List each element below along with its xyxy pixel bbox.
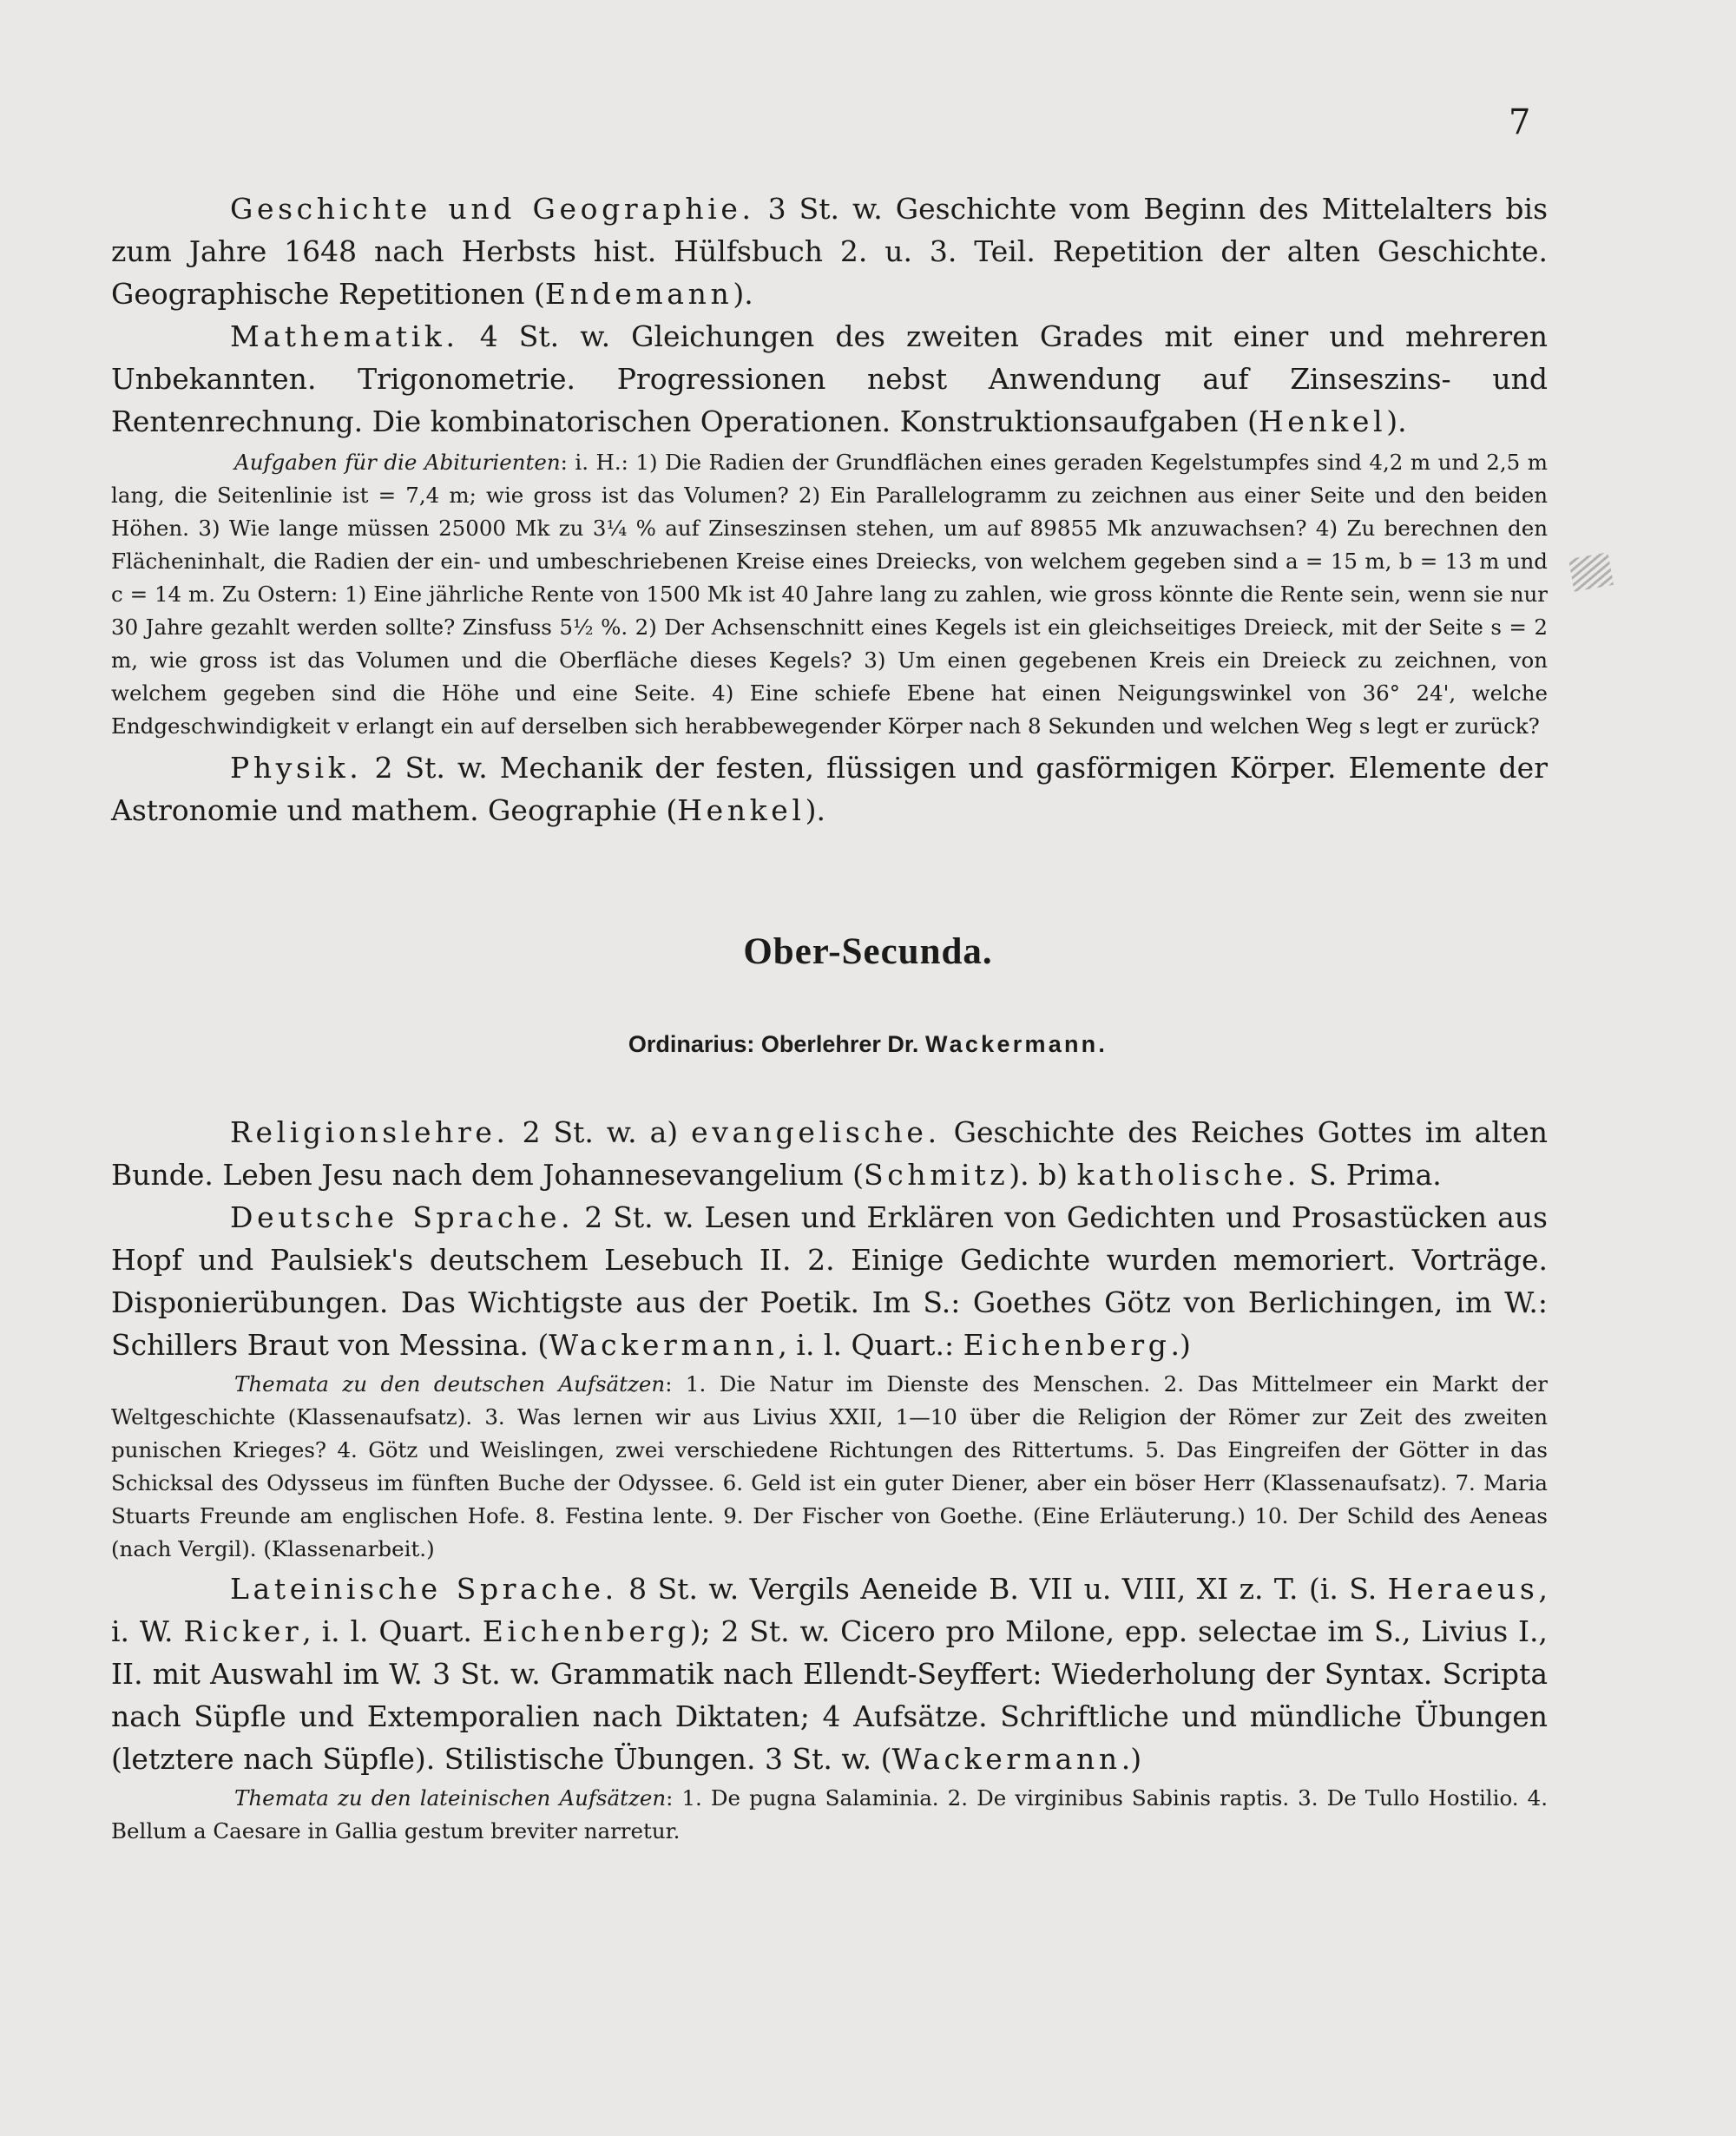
teacher-eichenberg-deutsch: Eichenberg bbox=[963, 1328, 1171, 1362]
upper-text-block bbox=[111, 187, 1548, 831]
text-aufgaben: : i. H.: 1) Die Radien der Grundflächen eines geraden Kegelstumpfes sind 4,2 m und 2,5 m lang, die Seitenlinie ist = 7,4 m; wie gross ist das Volumen? 2) Ein Parallelogramm zu zeichnen aus einer Seite und den beiden Höhen. 3) Wie lange müssen 25000 Mk zu 3¼ % auf Zinseszinsen stehen, um auf 89855 Mk anzuwachsen? 4) Zu berechnen den Flächeninhalt, die Radien der ein- und umbeschriebenen Kreise eines Dreiecks, von welchem gegeben sind a = 15 m, b = 13 m und c = 14 m. Zu Ostern: 1) Eine jährliche Rente von 1500 Mk ist 40 Jahre lang zu zahlen, wie gross könnte die Rente sein, wenn sie nur 30 Jahre gezahlt werden sollte? Zinsfuss 5½ %. 2) Der Achsenschnitt eines Kegels ist ein gleichseitiges Dreieck, mit der Seite s = 2 m, wie gross ist das Volumen und die Oberfläche dieses Kegels? 3) Um einen gegebenen Kreis ein Dreieck zu zeichnen, von welchem gegeben sind die Höhe und eine Seite. 4) Eine schiefe Ebene hat einen Neigungswinkel von 36° 24', welche Endgeschwindigkeit v erlangt ein auf derselben sich herabbewegender Körper nach 8 Sekunden und welchen Weg s legt er zurück? bbox=[111, 450, 1548, 739]
teacher-schmitz: Schmitz bbox=[864, 1158, 1009, 1192]
text-mathematik: 4 St. w. Gleichungen des zweiten Grades mit einer und mehreren Unbekannten. Trigonometrie. Progressionen nebst Anwendung auf Zinseszins- und Rentenrechnung. Die kombinatorischen Operationen. Konstruktionsaufgaben ( bbox=[111, 319, 1548, 438]
end-latein: .) bbox=[1121, 1742, 1142, 1776]
teacher-wackermann-latein: Wackermann bbox=[891, 1742, 1121, 1776]
teacher-eichenberg-latein: Eichenberg bbox=[482, 1614, 690, 1648]
text-latein-3: , i. l. Quart. bbox=[302, 1614, 472, 1648]
ordinarius-line bbox=[0, 1031, 1736, 1058]
subject-mathematik: Mathematik. bbox=[230, 319, 459, 353]
text-religion-1: 2 St. w. a) bbox=[522, 1115, 679, 1149]
teacher-endemann: Endemann bbox=[544, 277, 733, 311]
text-religion-2: Geschichte des Reiches Gottes im alten Bunde. Leben Jesu nach dem Johannesevangelium ( bbox=[111, 1115, 1548, 1192]
teacher-wackermann-deutsch: Wackermann bbox=[549, 1328, 779, 1362]
text-geschichte: 3 St. w. Geschichte vom Beginn des Mittelalters bis zum Jahre 1648 nach Herbsts hist. Hülfsbuch 2. u. 3. Teil. Repetition der alten Geschichte. Geographische Repetitionen ( bbox=[111, 192, 1549, 311]
text-deutsch-1: 2 St. w. Lesen und Erklären von Gedichten und Prosastücken aus Hopf und Paulsiek's deutschem Lesebuch II. 2. Einige Gedichte wurden memoriert. Vorträge. Disponierübungen. Das Wichtigste aus der Poetik. Im S.: Goethes Götz von Berlichingen, im W.: Schillers Braut von Messina. ( bbox=[111, 1200, 1548, 1362]
paragraph-religion bbox=[111, 1111, 1548, 1196]
teacher-ricker: Ricker bbox=[183, 1614, 303, 1648]
teacher-henkel: Henkel bbox=[1258, 404, 1387, 438]
religion-evangelisch: evangelische. bbox=[691, 1115, 941, 1149]
subject-religion: Religionslehre. bbox=[230, 1115, 510, 1149]
text-religion-4: S. Prima. bbox=[1309, 1158, 1442, 1192]
paragraph-deutsch bbox=[111, 1196, 1548, 1366]
ordinarius-name: Wackermann. bbox=[924, 1031, 1108, 1057]
end-physik: ). bbox=[805, 793, 825, 827]
ordinarius-label: Ordinarius: Oberlehrer Dr. bbox=[628, 1031, 919, 1057]
end-mathematik: ). bbox=[1386, 404, 1407, 438]
paragraph-themata-latein bbox=[111, 1782, 1548, 1848]
paragraph-geschichte bbox=[111, 187, 1548, 315]
paragraph-mathematik bbox=[111, 315, 1548, 443]
religion-katholisch: katholische. bbox=[1076, 1158, 1300, 1192]
text-themata-latein: : 1. De pugna Salaminia. 2. De virginibus Sabinis raptis. 3. De Tullo Hostilio. 4. Bellum a Caesare in Gallia gestum breviter narretur. bbox=[111, 1785, 1548, 1844]
subject-geschichte: Geschichte und Geographie. bbox=[230, 192, 755, 226]
subject-physik: Physik. bbox=[230, 751, 363, 785]
text-themata-deutsch: : 1. Die Natur im Dienste des Menschen. 2. Das Mittelmeer ein Markt der Weltgeschichte (Klassenaufsatz). 3. Was lernen wir aus Livius XXII, 1—10 über die Religion der Römer zur Zeit des zweiten punischen Krieges? 4. Götz und Weislingen, zwei verschiedene Richtungen des Rittertums. 5. Das Eingreifen der Götter in das Schicksal des Odysseus im fünften Buche der Odyssee. 6. Geld ist ein guter Diener, aber ein böser Herr (Klassenaufsatz). 7. Maria Stuarts Freunde am englischen Hofe. 8. Festina lente. 9. Der Fischer von Goethe. (Eine Erläuterung.) 10. Der Schild des Aeneas (nach Vergil). (Klassenarbeit.) bbox=[111, 1371, 1548, 1561]
text-latein-1: 8 St. w. Vergils Aeneide B. VII u. VIII, XI z. T. (i. S. bbox=[628, 1572, 1378, 1606]
label-aufgaben: Aufgaben für die Abiturienten bbox=[234, 450, 561, 475]
page-number: 7 bbox=[1509, 102, 1531, 142]
text-physik: 2 St. w. Mechanik der festen, flüssigen und gasförmigen Körper. Elemente der Astronomie und mathem. Geographie ( bbox=[111, 751, 1548, 827]
text-latein-4: ); 2 St. w. Cicero pro Milone, epp. selectae im S., Livius I., II. mit Auswahl im W. 3 St. w. Grammatik nach Ellendt-Seyffert: Wiederholung der Syntax. Scripta nach Süpfle und Extemporalien nach Diktaten; 4 Aufsätze. Schriftliche und mündliche Übungen (letztere nach Süpfle). Stilistische Übungen. 3 St. w. ( bbox=[111, 1614, 1548, 1776]
teacher-henkel-physik: Henkel bbox=[677, 793, 806, 827]
subject-latein: Lateinische Sprache. bbox=[230, 1572, 618, 1606]
paragraph-themata-deutsch bbox=[111, 1368, 1548, 1566]
subject-deutsch: Deutsche Sprache. bbox=[230, 1200, 575, 1234]
paragraph-latein bbox=[111, 1567, 1548, 1780]
paragraph-physik bbox=[111, 746, 1548, 831]
label-themata-deutsch: Themata zu den deutschen Aufsätzen bbox=[234, 1371, 666, 1397]
text-deutsch-2: , i. l. Quart.: bbox=[778, 1328, 955, 1362]
lower-text-block bbox=[111, 1111, 1548, 1848]
section-title: Ober-Secunda. bbox=[743, 931, 993, 972]
end-deutsch: .) bbox=[1170, 1328, 1191, 1362]
text-latein-2: , i. W. bbox=[111, 1572, 1548, 1648]
end-geschichte: ). bbox=[733, 277, 753, 311]
ink-smudge bbox=[1568, 552, 1614, 591]
paragraph-aufgaben bbox=[111, 446, 1548, 743]
teacher-heraeus: Heraeus bbox=[1387, 1572, 1539, 1606]
label-themata-latein: Themata zu den lateinischen Aufsätzen bbox=[234, 1785, 667, 1811]
text-religion-3: ). b) bbox=[1009, 1158, 1069, 1192]
